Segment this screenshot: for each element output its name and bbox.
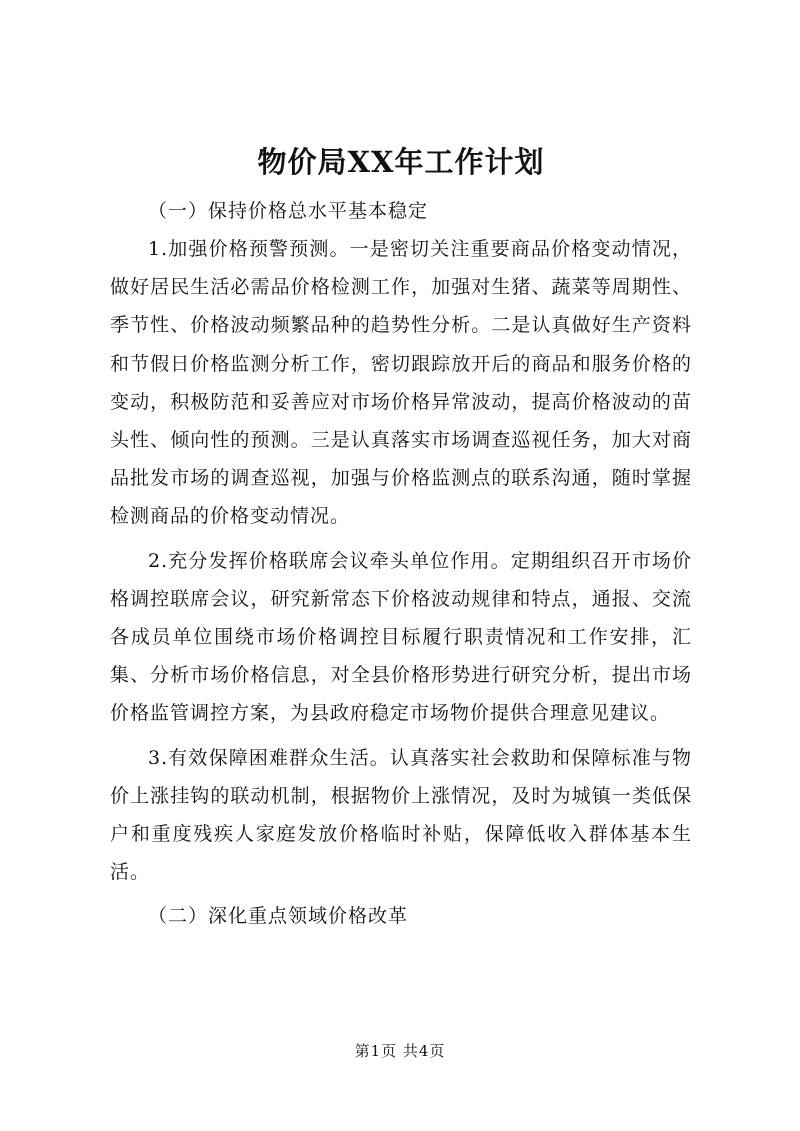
document-page: [110, 138, 692, 935]
section-heading-2: （二）深化重点领域价格改革: [148, 905, 409, 928]
document-title: 物价局XX年工作计划: [257, 145, 545, 179]
section-heading-1: （一）保持价格总水平基本稳定: [148, 200, 429, 222]
paragraph-3: 3.有效保障困难群众生活。认真落实社会救助和保障标准与物价上涨挂钩的联动机制，根据物价上涨情况，及时为城镇一类低保户和重度残疾人家庭发放价格临时补贴，保障低收入群体基本生活。: [110, 746, 692, 884]
paragraph-1: 1.加强价格预警预测。一是密切关注重要商品价格变动情况，做好居民生活必需品价格检测工作，加强对生猪、蔬菜等周期性、季节性、价格波动频繁品种的趋势性分析。二是认真做好生产资料和节假日价格监测分析工作，密切跟踪放开后的商品和服务价格的变动，积极防范和妥善应对市场价格异常波动，提高价格波动的苗头性、倾向性的预测。三是认真落实市场调查巡视任务，加大对商品批发市场的调查巡视，加强与价格监测点的联系沟通，随时掌握检测商品的价格变动情况。: [110, 238, 692, 528]
page-footer: 第1页 共4页: [354, 1042, 446, 1060]
paragraph-2: 2.充分发挥价格联席会议牵头单位作用。定期组织召开市场价格调控联席会议，研究新常态下价格波动规律和特点，通报、交流各成员单位围绕市场价格调控目标履行职责情况和工作安排，汇集、分析市场价格信息，对全县价格形势进行研究分析，提出市场价格监管调控方案，为县政府稳定市场物价提供合理意见建议。: [110, 549, 692, 725]
